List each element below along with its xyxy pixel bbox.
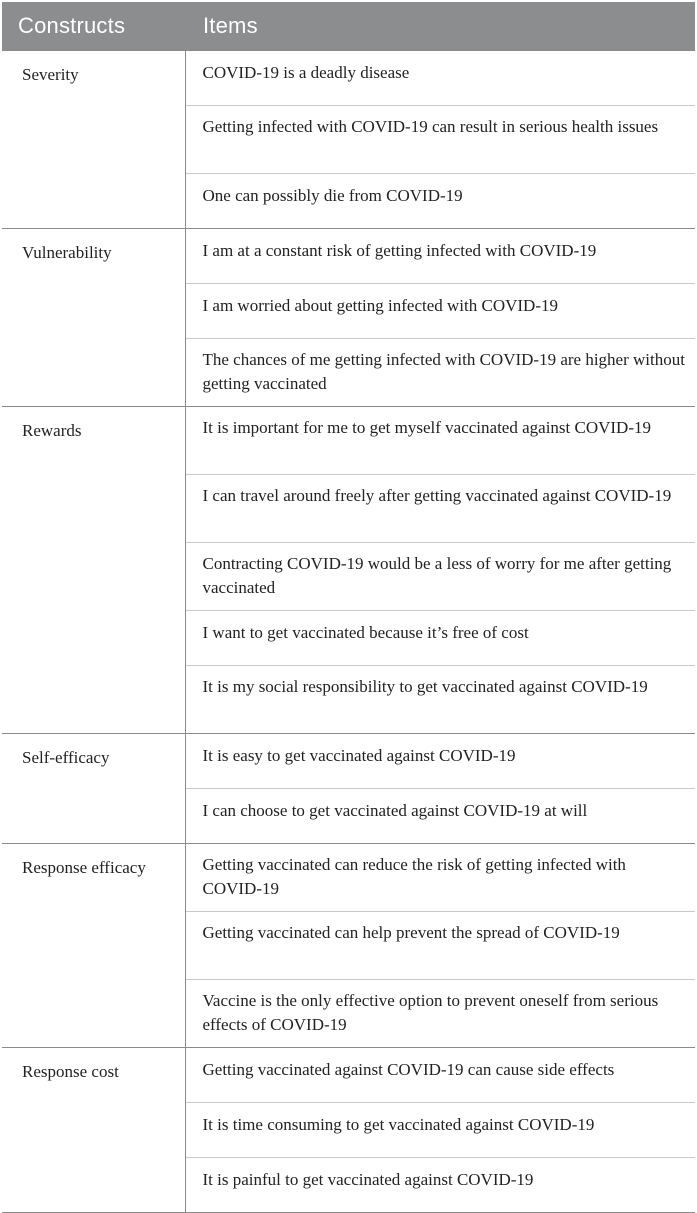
item-cell: I can travel around freely after getting vaccinated against COVID-19 [185,475,695,543]
table-row [2,734,695,789]
construct-vulnerability: Vulnerability [2,229,185,407]
item-cell: It is important for me to get myself vaccinated against COVID-19 [185,407,695,475]
item-cell: It is my social responsibility to get vaccinated against COVID-19 [185,666,695,734]
item-cell: One can possibly die from COVID-19 [185,174,695,229]
table-body [2,51,695,1213]
header-items: Items [185,2,695,51]
item-cell: Contracting COVID-19 would be a less of worry for me after getting vaccinated [185,543,695,611]
item-cell: Getting infected with COVID-19 can result in serious health issues [185,106,695,174]
construct-rewards: Rewards [2,407,185,734]
table-row [2,229,695,284]
item-cell: It is easy to get vaccinated against COVID-19 [185,734,695,789]
table-row [2,1048,695,1103]
item-cell: It is time consuming to get vaccinated against COVID-19 [185,1103,695,1158]
item-cell: Getting vaccinated against COVID-19 can cause side effects [185,1048,695,1103]
item-cell: I am worried about getting infected with COVID-19 [185,284,695,339]
item-cell: It is painful to get vaccinated against COVID-19 [185,1158,695,1213]
item-cell: I want to get vaccinated because it’s free of cost [185,611,695,666]
constructs-table-container [2,2,695,1213]
table-header-row [2,2,695,51]
construct-response-efficacy: Response efficacy [2,844,185,1048]
item-cell: Getting vaccinated can help prevent the spread of COVID-19 [185,912,695,980]
item-cell: COVID-19 is a deadly disease [185,51,695,106]
item-cell: Vaccine is the only effective option to prevent oneself from serious effects of COVID-19 [185,980,695,1048]
table-row [2,51,695,106]
construct-severity: Severity [2,51,185,229]
construct-response-cost: Response cost [2,1048,185,1213]
construct-self-efficacy: Self-efficacy [2,734,185,844]
constructs-items-table [2,2,695,1213]
header-constructs: Constructs [2,2,185,51]
item-cell: Getting vaccinated can reduce the risk of getting infected with COVID-19 [185,844,695,912]
table-row [2,844,695,912]
item-cell: I can choose to get vaccinated against COVID-19 at will [185,789,695,844]
table-row [2,407,695,475]
item-cell: The chances of me getting infected with COVID-19 are higher without getting vaccinated [185,339,695,407]
item-cell: I am at a constant risk of getting infected with COVID-19 [185,229,695,284]
